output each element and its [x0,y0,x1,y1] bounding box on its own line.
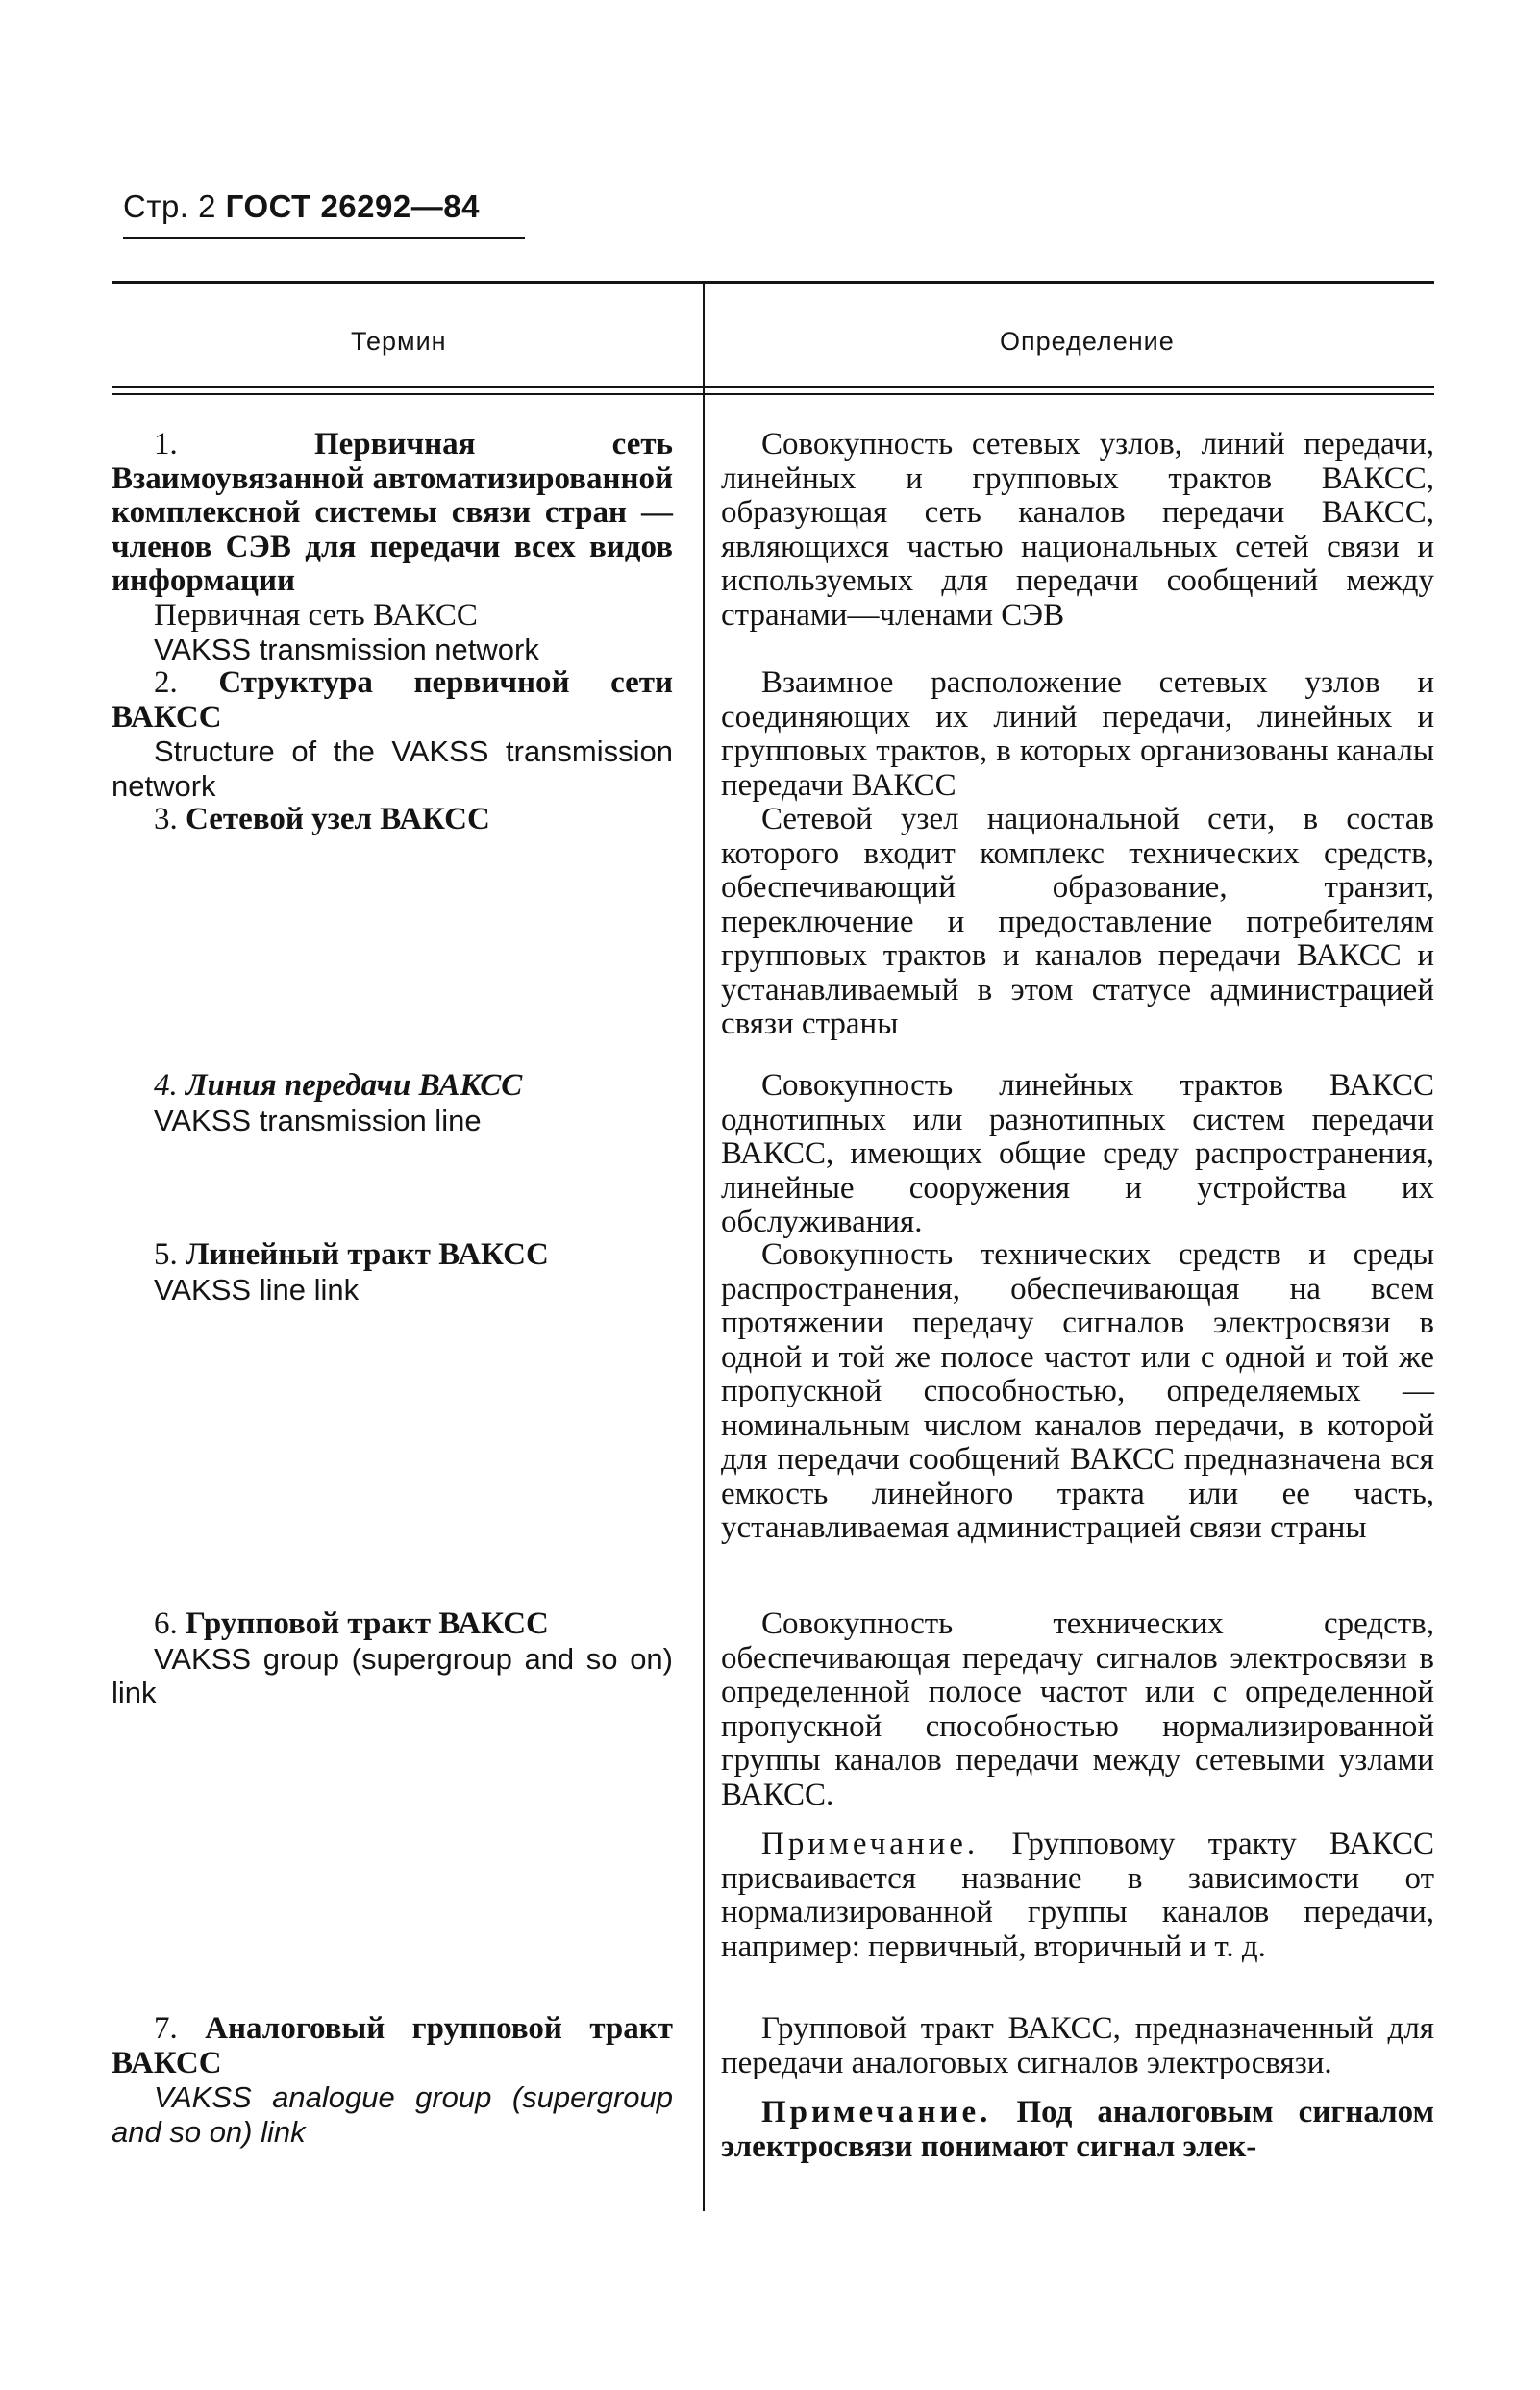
term-cell-6 [112,1607,673,1710]
term-title: 2. Структура первичной сети ВАКСС [112,665,673,734]
standard-number: ГОСТ 26292—84 [225,188,480,224]
note-label: Примечание. [761,1827,980,1861]
term-cell-1 [112,428,673,667]
term-cell-4 [112,1069,673,1137]
note [721,1828,1434,1964]
column-header-term: Термин [351,327,447,356]
note-label: Примечание. [761,2095,992,2129]
term-english: VAKSS analogue group (supergroup and so on) link [112,2080,673,2149]
definition-text: Сетевой узел национальной сети, в состав которого входит комплекс технических средств, обеспечивающий образование, транзит, переключение и предоставление потребителям групповых трактов и каналов передачи ВАКСС и устанавливаемый в этом статусе администрацией связи страны [721,802,1434,1041]
term-title: 6. Групповой тракт ВАКСС [154,1606,549,1641]
term-cell-5 [112,1238,673,1307]
definition-cell-1 [721,428,1434,633]
definition-cell-7 [721,2012,1434,2164]
definition-text: Взаимное расположение сетевых узлов и соединяющих их линий передачи, линейных и групповых трактов, в которых организованы каналы передачи ВАКСС [721,665,1434,803]
note-text: Групповому тракту ВАКСС присваивается название в зависимости от нормализированной группы каналов передачи, например: первичный, вторичный и т. д. [721,1827,1434,1964]
note-text: Под аналоговым сигналом электросвязи понимают сигнал элек- [721,2095,1435,2164]
term-title: 3. Сетевой узел ВАКСС [154,802,490,836]
definition-cell-4 [721,1069,1434,1240]
header-rule [123,237,525,239]
term-title: 1. Первичная сеть Взаимоувязанной автоматизированной комплексной системы связи стран — членов СЭВ для передачи всех видов информации [112,427,673,598]
definition-cell-5 [721,1238,1434,1546]
note [721,2096,1434,2164]
definition-text: Совокупность технических средств и среды распространения, обеспечивающая на всем протяжении передачу сигналов электросвязи в одной и той же полосе частот или с одной и той же пропускной способностью, определяемых — номинальным числом каналов передачи, в которой для передачи сообщений ВАКСС предназначена вся емкость линейного тракта или ее часть, устанавливаемая администрацией связи страны [721,1237,1434,1545]
term-english: VAKSS transmission line [154,1103,482,1137]
term-cell-2 [112,666,673,803]
definition-cell-3 [721,803,1434,1042]
definition-text: Групповой тракт ВАКСС, предназначенный для передачи аналоговых сигналов электросвязи. [721,2011,1434,2080]
term-title: 5. Линейный тракт ВАКСС [154,1237,549,1272]
table-head-rule-1 [112,386,1434,388]
definition-text: Совокупность линейных трактов ВАКСС однотипных или разнотипных систем передачи ВАКСС, имеющих общие среду распространения, линейные сооружения и устройства их обслуживания. [721,1068,1434,1239]
column-header-definition: Определение [1000,327,1175,356]
definition-text: Совокупность технических средств, обеспечивающая передачу сигналов электросвязи в определенной полосе частот или с определенной пропускной способностью нормализированной группы каналов передачи между сетевыми узлами ВАКСС. [721,1606,1434,1812]
definition-cell-6 [721,1607,1434,1964]
definition-text: Совокупность сетевых узлов, линий передачи, линейных и групповых трактов ВАКСС, образующая сеть каналов передачи ВАКСС, являющихся частью национальных сетей связи и используемых для передачи сообщений между странами—членами СЭВ [721,427,1434,633]
table-top-rule [112,281,1434,284]
term-cell-3 [112,803,673,837]
table-head-rule-2 [112,393,1434,395]
definition-cell-2 [721,666,1434,803]
term-english: VAKSS group (supergroup and so on) link [112,1641,673,1709]
term-english: VAKSS line link [154,1272,360,1307]
term-title: 4. Линия передачи ВАКСС [154,1068,523,1103]
term-english: VAKSS transmission network [154,633,539,666]
page-header [123,188,480,225]
term-english: Structure of the VAKSS transmission network [112,734,673,803]
page-number: Стр. 2 [123,188,216,224]
column-divider [703,284,705,2211]
term-short: Первичная сеть ВАКСС [154,597,478,633]
term-title: 7. Аналоговый групповой тракт ВАКСС [112,2011,674,2080]
term-cell-7 [112,2012,673,2149]
